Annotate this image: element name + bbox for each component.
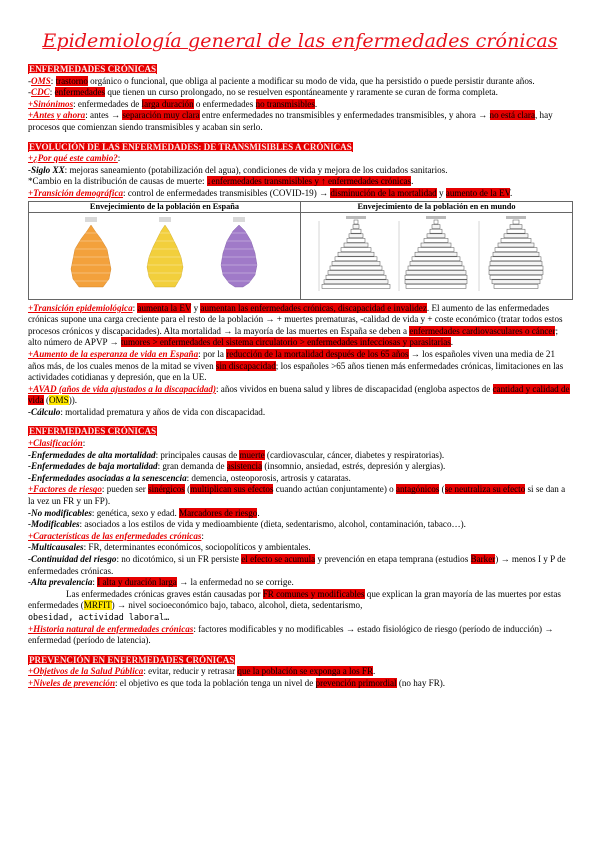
question-line: +¿Por qué este cambio?: — [28, 153, 121, 164]
clasificacion: +Clasificación: — [28, 438, 86, 449]
section-heading: ENFERMEDADES CRÓNICAS — [29, 64, 157, 74]
transicion-epidemiologica: +Transición epidemiológica: aumenta la EV y aumentan las enfermedades crónicas, discapacidad e invalidez. El aumento de las enfermedades crónicas supone una carga creciente para el resto de la población → + muertes prematuras, -calidad de vida y + coste económico (tratar todos estos procesos crónicos y discapacidades). Alta mortalidad → la mayoría de las muertes en España se deben a enfermedades cardiovasculares o cáncer; alto número de APVP → tumores > enfermedades del sistema circulatorio > enfermedades infecciosas y parasitarias. — [28, 302, 563, 348]
multicausales: -Multicausales: FR, determinantes económicos, sociopolíticos y ambientales. — [28, 542, 311, 553]
calculo: -Cálculo: mortalidad prematura y años de vida con discapacidad. — [28, 406, 266, 417]
caracteristicas: +Características de las enfermedades crónicas: — [28, 530, 204, 541]
siglo-xx: -Siglo XX: mejoras saneamiento (potabilización del agua), condiciones de vida y mejora de los cuidados sanitarios. — [28, 164, 448, 175]
baja-mortalidad: -Enfermedades de baja mortalidad: gran demanda de asistencia (insomnio, ansiedad, estrés, depresión y alergias). — [28, 461, 446, 472]
factores-riesgo: +Factores de riesgo: pueden ser sinérgicos (multiplican sus efectos cuando actúan conjuntamente) o antagónicos (se neutraliza su efecto si se dan a la vez un FR y un FP). — [28, 484, 566, 507]
section-enfermedades-cronicas-2 — [28, 426, 572, 646]
synonyms: +Sinónimos: enfermedades de larga duración o enfermedades no transmisibles. — [28, 98, 318, 109]
no-modificables: -No modificables: genética, sexo y edad. Marcadores de riesgo. — [28, 507, 260, 518]
transicion-demografica: +Transición demográfica: control de enfermedades transmisibles (COVID-19) → disminución de la mortalidad y aumento de la EV. — [28, 187, 513, 198]
alta-mortalidad: -Enfermedades de alta mortalidad: principales causas de muerte (cardiovascular, cáncer, diabetes y respiratorias). — [28, 449, 445, 460]
pyramid-2 — [147, 225, 183, 287]
section-enfermedades-cronicas — [28, 64, 572, 134]
pyramid-spain-cell — [29, 201, 301, 299]
page-title: Epidemiología general de las enfermedades crónicas — [42, 30, 558, 52]
continuidad-riesgo: -Continuidad del riesgo: no dicotómico, si un FR persiste el efecto se acumula y prevención en etapa temprana (estudios Barker) → menos I y P de enfermedades crónicas. — [28, 554, 566, 576]
historia-natural: +Historia natural de enfermedades crónicas: factores modificables y no modificables → estado fisiológico de riesgo (período de inducción) → enfermedad (período de latencia). — [28, 623, 554, 646]
modificables: -Modificables: asociados a los estilos de vida y medioambiente (dieta, sedentarismo, alcohol, contaminación, tabaco…). — [28, 519, 466, 530]
pyramid-3 — [221, 225, 257, 287]
cambio-causas: *Cambio en la distribución de causas de muerte: ↓enfermedades transmisibles y ↑ enfermedades crónicas. — [28, 176, 414, 187]
section-heading: PREVENCIÓN EN ENFERMEDADES CRÓNICAS — [29, 654, 235, 665]
antes-ahora: +Antes y ahora: antes → separación muy clara entre enfermedades no transmisibles y enfermedades transmisibles, y ahora → no está clara, hay procesos que comienzan siendo transmisibles y acaban sin serlo. — [28, 110, 553, 132]
world-pyramid-3 — [489, 216, 543, 288]
pyramid-world-cell — [301, 201, 573, 299]
objetivos-salud-publica: +Objetivos de la Salud Pública: evitar, reducir y retrasar que la población se exponga a los FR. — [28, 666, 376, 677]
pyramid-1 — [71, 225, 111, 287]
pyramid-world-caption: Envejecimiento de la población en en mundo — [301, 202, 572, 213]
section-heading: ENFERMEDADES CRÓNICAS — [29, 426, 157, 437]
pyramid-world-image — [301, 213, 572, 299]
pyramid-spain-caption: Envejecimiento de la población en España — [29, 202, 300, 213]
population-pyramids-table — [28, 201, 573, 300]
pyramid-spain-image — [29, 213, 300, 299]
section-evolucion — [28, 142, 572, 419]
senescencia: -Enfermedades asociadas a la senescencia: demencia, osteoporosis, artrosis y cataratas. — [28, 472, 351, 483]
world-pyramid-2 — [405, 216, 467, 288]
graves-paragraph: Las enfermedades crónicas graves están causadas por FR comunes y modificables que explican la gran mayoría de las muertes por estas enfermedades (MRFIT) → nivel socioeconómico bajo, tabaco, alcohol, dieta, sedentarismo, — [28, 588, 561, 611]
section-prevencion — [28, 655, 572, 690]
document-page — [28, 28, 572, 698]
definition-oms: -OMS: trastorno orgánico o funcional, que obliga al paciente a modificar su modo de vida, que ha persistido o puede persistir durante años. — [28, 75, 535, 86]
aumento-esperanza-vida: +Aumento de la esperanza de vida en España: por la reducción de la mortalidad después de los 65 años → los españoles viven una media de 21 años más, de los cuales menos de la mitad se viven sin discapacidad; los españoles >65 años tienen más enfermedades crónicas, limitaciones en las actividades cotidianas y depresión, que en la UE. — [28, 348, 564, 383]
avad: +AVAD (años de vida ajustados a la discapacidad): años vividos en buena salud y libres de discapacidad (engloba aspectos de cantidad y calidad de vida (OMS)). — [28, 383, 570, 406]
section-heading: EVOLUCIÓN DE LAS ENFERMEDADES: DE TRANSMISIBLES A CRÓNICAS — [29, 141, 352, 152]
niveles-prevencion: +Niveles de prevención: el objetivo es que toda la población tenga un nivel de prevención primordial (no hay FR). — [28, 677, 446, 688]
world-pyramid-1 — [322, 216, 390, 288]
graves-continuation: obesidad, actividad laboral… — [28, 611, 170, 622]
definition-cdc: -CDC: enfermedades que tienen un curso prolongado, no se resuelven espontáneamente y raramente se curan de forma completa. — [28, 87, 498, 98]
alta-prevalencia: -Alta prevalencia: I alta y duración larga → la enfermedad no se corrige. — [28, 577, 294, 588]
